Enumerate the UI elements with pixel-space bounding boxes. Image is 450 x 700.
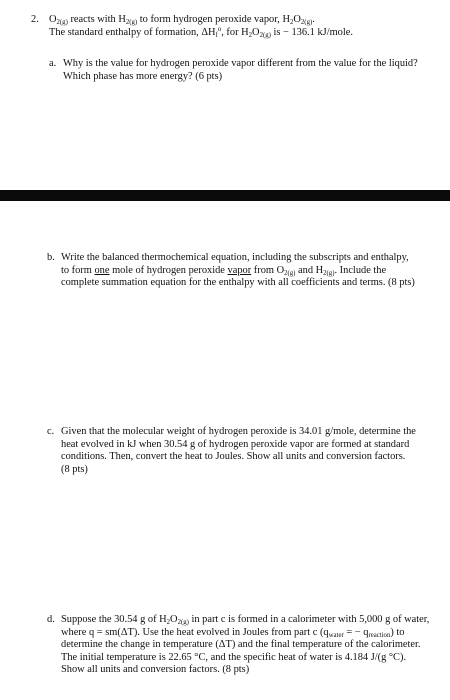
text-line [61, 464, 445, 477]
part-b-label: b. [47, 252, 55, 263]
part-c-text [61, 426, 445, 476]
subscript: f [215, 31, 218, 39]
text-run: . [312, 14, 315, 25]
part-b [47, 252, 445, 290]
question-2-line-2 [49, 27, 441, 40]
text-run: O [170, 614, 178, 625]
text-run: conditions. Then, convert the heat to Joules. Show all units and conversion factors. [61, 451, 406, 463]
subscript: 2(g) [177, 619, 189, 626]
text-line [61, 277, 445, 290]
superscript: o [217, 25, 222, 33]
text-line [61, 639, 445, 652]
part-d-text [61, 614, 445, 677]
text-run: Why is the value for hydrogen peroxide vapor different from the value for the liquid? [63, 58, 418, 69]
text-run: The standard enthalpy of formation, ΔH [49, 26, 216, 38]
page-divider [0, 190, 450, 201]
text-run: O [49, 14, 57, 25]
text-run: O [252, 26, 260, 38]
text-run: determine the change in temperature (ΔT) and the final temperature of the calorimeter. [61, 639, 421, 651]
text-line [61, 426, 445, 439]
text-line [61, 664, 445, 677]
text-run: and H [295, 264, 324, 276]
question-2 [31, 14, 441, 39]
subscript: 2(g) [259, 31, 271, 39]
subscript: 2(g) [300, 19, 313, 26]
text-run: heat evolved in kJ when 30.54 g of hydrogen peroxide vapor are formed at standard [61, 438, 410, 450]
text-line [61, 252, 445, 265]
text-run: is − 136.1 kJ/mole. [270, 26, 353, 38]
subscript: water [328, 631, 344, 639]
text-run: to form [61, 264, 95, 276]
subscript: reaction [368, 631, 391, 639]
question-number: 2. [31, 14, 39, 25]
text-line [61, 265, 445, 278]
text-line [61, 614, 445, 627]
text-run: , for H [221, 26, 249, 38]
text-run: reacts with H [67, 14, 126, 25]
underlined-text: one [94, 264, 110, 276]
text-run: . Include the [334, 264, 387, 276]
text-run: in part c is formed in a calorimeter with 5,000 g of water, [188, 614, 430, 625]
text-run: (8 pts) [61, 463, 88, 475]
subscript: 2 [166, 619, 171, 626]
part-d-label: d. [47, 614, 55, 625]
question-2-line-1 [49, 14, 441, 27]
part-a-label: a. [49, 58, 57, 69]
text-run: mole of hydrogen peroxide [109, 264, 228, 276]
subscript: 2(g) [56, 19, 68, 26]
subscript: 2(g) [125, 19, 138, 26]
text-run: where q = sm(ΔT). Use the heat evolved in Joules from part c (q [61, 626, 329, 638]
part-b-text [61, 252, 445, 290]
subscript: 2 [248, 31, 253, 39]
text-run: ) to [390, 626, 405, 638]
part-a-text [63, 58, 444, 83]
part-c [47, 426, 445, 476]
text-run: from O [251, 264, 285, 276]
text-run: = − q [343, 626, 369, 638]
text-run: Write the balanced thermochemical equation, including the subscripts and enthalpy, [61, 252, 409, 263]
text-line [61, 451, 445, 464]
underlined-text: vapor [227, 264, 252, 276]
text-line [61, 652, 445, 665]
text-run: The initial temperature is 22.65 °C, and the specific heat of water is 4.184 J/(g °C). [61, 651, 407, 663]
text-run: Suppose the 30.54 g of H [61, 614, 167, 625]
text-run: to form hydrogen peroxide vapor, H [137, 14, 290, 25]
subscript: 2 [289, 19, 294, 26]
subscript: 2(g) [323, 269, 335, 277]
text-run: complete summation equation for the enthalpy with all coefficients and terms. (8 pts) [61, 277, 415, 289]
text-line [61, 627, 445, 640]
text-line [63, 58, 444, 71]
text-run: O [293, 14, 301, 25]
part-d [47, 614, 445, 677]
subscript: 2(g) [284, 269, 296, 277]
part-a [49, 58, 444, 83]
text-line [63, 71, 444, 84]
text-line [61, 439, 445, 452]
text-run: Show all units and conversion factors. (8 pts) [61, 664, 250, 676]
text-run: Given that the molecular weight of hydrogen peroxide is 34.01 g/mole, determine the [61, 426, 416, 437]
part-c-label: c. [47, 426, 55, 437]
text-run: Which phase has more energy? (6 pts) [63, 70, 223, 82]
